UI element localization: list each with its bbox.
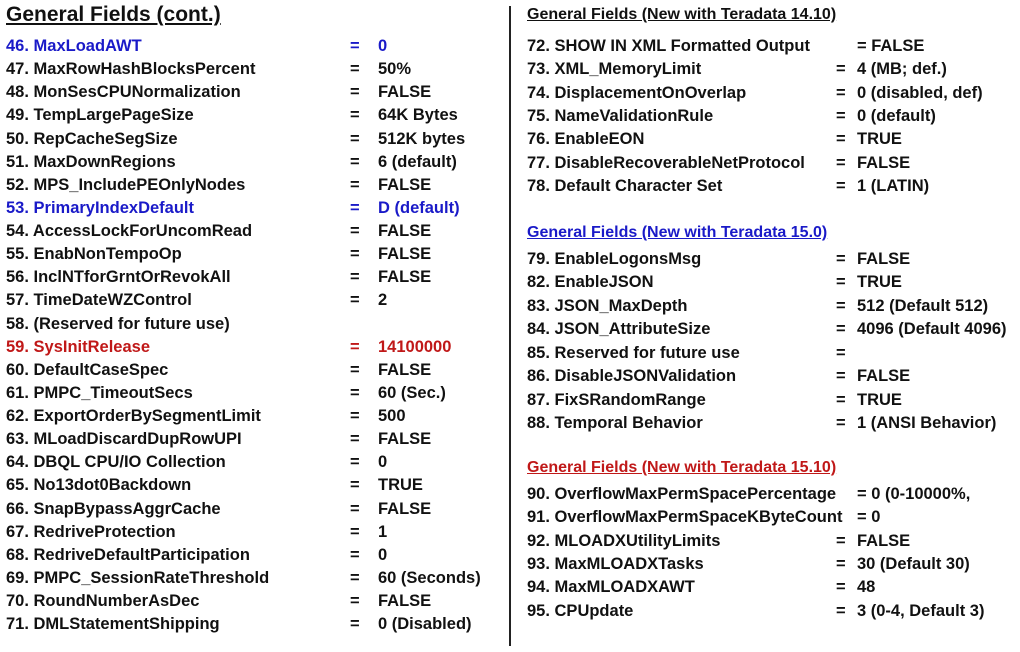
field-name: 91. OverflowMaxPermSpaceKByteCount [527, 508, 843, 527]
field-name: 60. DefaultCaseSpec [6, 360, 169, 379]
field-value: 48 [857, 578, 876, 597]
field-name: 86. DisableJSONValidation [527, 367, 737, 386]
field-name: 55. EnabNonTempoOp [6, 245, 182, 264]
field-value: D (default) [378, 198, 460, 217]
field-equals: = [350, 291, 360, 310]
field-value: 64K Bytes [378, 106, 458, 125]
field-row [0, 128, 1020, 151]
field-name: 69. PMPC_SessionRateThreshold [6, 568, 270, 587]
field-equals: = [836, 130, 846, 149]
field-equals: = [350, 83, 360, 102]
field-value: = 0 [857, 508, 881, 527]
field-name: 66. SnapBypassAggrCache [6, 499, 221, 518]
field-name: 73. XML_MemoryLimit [527, 60, 702, 79]
field-name: 67. RedriveProtection [6, 522, 176, 541]
field-row [0, 318, 1020, 341]
field-equals: = [836, 320, 846, 339]
field-value: FALSE [378, 268, 432, 287]
field-equals: = [350, 407, 360, 426]
field-name: 50. RepCacheSegSize [6, 129, 178, 148]
field-name: 59. SysInitRelease [6, 337, 151, 356]
field-row [0, 197, 509, 220]
field-equals: = [350, 152, 360, 171]
field-equals: = [836, 296, 846, 315]
field-value: 512K bytes [378, 129, 466, 148]
field-row [0, 105, 1020, 128]
field-row [0, 220, 509, 243]
field-name: 64. DBQL CPU/IO Collection [6, 453, 226, 472]
field-value: FALSE [378, 222, 432, 241]
field-equals: = [350, 522, 360, 541]
field-row [0, 271, 1020, 294]
field-value: 512 (Default 512) [857, 296, 989, 315]
field-name: 56. InclNTforGrntOrRevokAll [6, 268, 231, 287]
field-value: 30 (Default 30) [857, 555, 970, 574]
field-value: FALSE [857, 250, 911, 268]
field-value: 4 (MB; def.) [857, 60, 947, 79]
field-name: 76. EnableEON [527, 130, 645, 149]
field-row [0, 530, 1020, 553]
field-equals: = [350, 568, 360, 587]
field-value: 0 (disabled, def) [857, 83, 983, 102]
field-name: 51. MaxDownRegions [6, 152, 176, 171]
field-equals: = [350, 337, 360, 356]
field-value: FALSE [857, 367, 911, 386]
field-row [0, 175, 1020, 198]
field-equals: = [350, 129, 360, 148]
field-value: 60 (Sec.) [378, 383, 446, 402]
field-row [0, 553, 1020, 576]
field-equals: = [350, 222, 360, 241]
field-value: FALSE [378, 430, 432, 449]
field-name: 70. RoundNumberAsDec [6, 592, 200, 611]
field-value: FALSE [378, 83, 432, 102]
field-name: 92. MLOADXUtilityLimits [527, 531, 721, 550]
field-equals: = [350, 175, 360, 194]
field-name: 61. PMPC_TimeoutSecs [6, 383, 193, 402]
field-name: 85. Reserved for future use [527, 343, 740, 362]
section-title: General Fields (New with Teradata 15.0) [527, 224, 828, 241]
field-value: 0 (default) [857, 107, 936, 126]
field-equals: = [350, 198, 360, 217]
field-row [0, 248, 1020, 271]
field-name: 83. JSON_MaxDepth [527, 296, 688, 315]
field-equals: = [350, 245, 360, 264]
field-equals: = [350, 37, 360, 55]
field-value: 60 (Seconds) [378, 568, 481, 587]
section-title: General Fields (New with Teradata 15.10) [527, 459, 837, 476]
field-equals: = [350, 268, 360, 287]
field-equals: = [836, 531, 846, 550]
field-name: 58. (Reserved for future use) [6, 314, 230, 333]
field-value: 3 (0-4, Default 3) [857, 601, 985, 620]
field-name: 75. NameValidationRule [527, 107, 714, 126]
field-row [0, 82, 1020, 105]
field-row [0, 152, 1020, 175]
field-value: FALSE [857, 531, 911, 550]
field-value: 0 [378, 453, 388, 472]
field-row [0, 412, 1020, 435]
field-row [0, 576, 1020, 599]
field-row [0, 483, 1020, 506]
field-equals: = [836, 555, 846, 574]
field-equals: = [350, 106, 360, 125]
field-row [0, 35, 1020, 58]
field-value: TRUE [857, 390, 902, 409]
field-name: 65. No13dot0Backdown [6, 476, 192, 495]
field-equals: = [836, 107, 846, 126]
field-equals: = [836, 578, 846, 597]
field-row [0, 451, 509, 474]
field-value: 14100000 [378, 337, 452, 356]
field-name: 62. ExportOrderBySegmentLimit [6, 407, 261, 426]
field-equals: = [836, 367, 846, 386]
field-equals: = [350, 360, 360, 379]
field-name: 84. JSON_AttributeSize [527, 320, 711, 339]
field-name: 63. MLoadDiscardDupRowUPI [6, 430, 242, 449]
field-name: 88. Temporal Behavior [527, 414, 703, 432]
field-value: = 0 (0-10000%, [857, 485, 971, 503]
field-value: TRUE [857, 273, 902, 292]
field-value: 50% [378, 60, 412, 79]
field-name: 48. MonSesCPUNormalization [6, 83, 241, 102]
field-name: 53. PrimaryIndexDefault [6, 198, 194, 217]
field-value: 0 [378, 37, 388, 55]
field-equals: = [350, 430, 360, 449]
field-equals: = [350, 592, 360, 611]
field-name: 54. AccessLockForUncomRead [6, 222, 253, 241]
field-row [0, 342, 1020, 365]
field-name: 77. DisableRecoverableNetProtocol [527, 153, 805, 172]
field-value: 4096 (Default 4096) [857, 320, 1007, 339]
field-equals: = [836, 390, 846, 409]
field-value: FALSE [378, 499, 432, 518]
field-name: 90. OverflowMaxPermSpacePercentage [527, 485, 837, 503]
field-row [0, 365, 1020, 388]
field-row [0, 600, 1020, 623]
field-name: 71. DMLStatementShipping [6, 615, 220, 634]
field-row [0, 389, 1020, 412]
field-name: 47. MaxRowHashBlocksPercent [6, 60, 256, 79]
field-name: 78. Default Character Set [527, 177, 723, 196]
field-value: FALSE [857, 153, 911, 172]
field-name: 68. RedriveDefaultParticipation [6, 545, 250, 564]
field-equals: = [350, 383, 360, 402]
field-equals: = [836, 153, 846, 172]
field-equals: = [836, 177, 846, 196]
field-name: 82. EnableJSON [527, 273, 654, 292]
field-value: 1 (ANSI Behavior) [857, 414, 997, 432]
field-equals: = [350, 453, 360, 472]
field-equals: = [836, 601, 846, 620]
field-equals: = [836, 343, 846, 362]
field-value: 1 (LATIN) [857, 177, 930, 196]
field-equals: = [836, 83, 846, 102]
field-name: 93. MaxMLOADXTasks [527, 555, 704, 574]
field-equals: = [350, 545, 360, 564]
field-name: 52. MPS_IncludePEOnlyNodes [6, 175, 246, 194]
field-value: TRUE [857, 130, 902, 149]
field-name: 74. DisplacementOnOverlap [527, 83, 747, 102]
field-value: 0 (Disabled) [378, 615, 472, 634]
field-value: FALSE [378, 245, 432, 264]
field-value: 0 [378, 545, 388, 564]
field-name: 95. CPUpdate [527, 601, 634, 620]
field-name: 79. EnableLogonsMsg [527, 250, 702, 268]
field-row [0, 506, 1020, 529]
field-value: = FALSE [857, 37, 925, 55]
field-value: FALSE [378, 592, 432, 611]
field-name: 46. MaxLoadAWT [6, 37, 142, 55]
field-name: 49. TempLargePageSize [6, 106, 194, 125]
field-value: TRUE [378, 476, 423, 495]
field-name: 87. FixSRandomRange [527, 390, 706, 409]
field-name: 57. TimeDateWZControl [6, 291, 192, 310]
section-title: General Fields (New with Teradata 14.10) [527, 6, 837, 23]
field-equals: = [350, 476, 360, 495]
field-equals: = [836, 273, 846, 292]
field-equals: = [836, 60, 846, 79]
field-equals: = [350, 499, 360, 518]
field-value: 2 [378, 291, 388, 310]
field-row [0, 58, 1020, 81]
field-equals: = [350, 615, 360, 634]
left-section-title: General Fields (cont.) [6, 3, 221, 26]
field-row [0, 295, 1020, 318]
field-value: 1 [378, 522, 388, 541]
field-value: 6 (default) [378, 152, 457, 171]
field-value: FALSE [378, 175, 432, 194]
field-value: FALSE [378, 360, 432, 379]
field-name: 94. MaxMLOADXAWT [527, 578, 695, 597]
field-name: 72. SHOW IN XML Formatted Output [527, 37, 810, 55]
field-equals: = [836, 250, 846, 268]
field-equals: = [836, 414, 846, 432]
field-equals: = [350, 60, 360, 79]
field-value: 500 [378, 407, 406, 426]
